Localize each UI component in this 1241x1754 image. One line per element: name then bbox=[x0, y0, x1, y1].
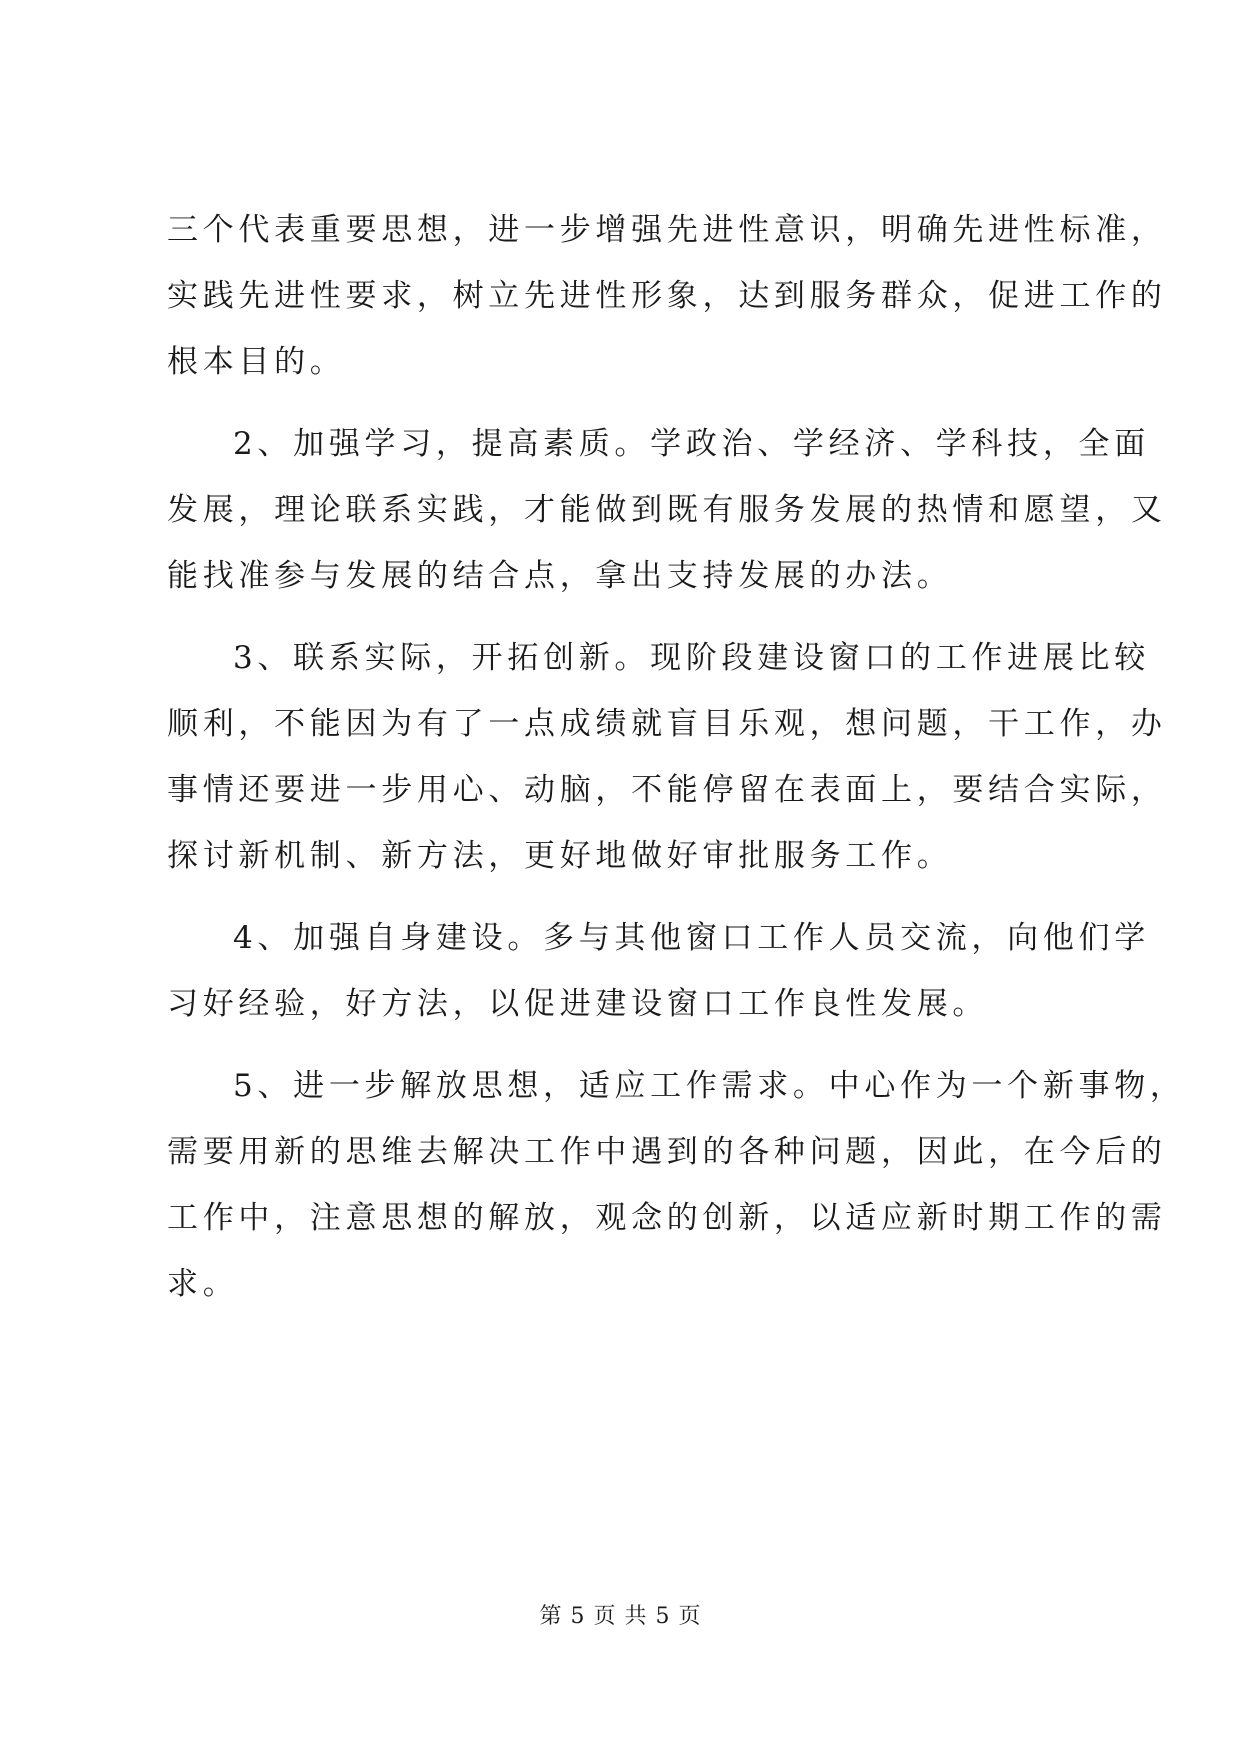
text-line: 探讨新机制、新方法，更好地做好审批服务工作。 bbox=[167, 838, 953, 874]
text-line: 三个代表重要思想，进一步增强先进性意识，明确先进性标准， bbox=[167, 212, 1167, 248]
paragraph-5-start: 5、进一步解放思想，适应工作需求。中心作为一个新事物， bbox=[233, 1068, 1186, 1104]
text-line: 发展，理论联系实践，才能做到既有服务发展的热情和愿望，又 bbox=[167, 492, 1167, 528]
text-line: 顺利，不能因为有了一点成绩就盲目乐观，想问题，干工作，办 bbox=[167, 706, 1167, 742]
text-line: 求。 bbox=[167, 1266, 239, 1302]
paragraph-2-start: 2、加强学习，提高素质。学政治、学经济、学科技，全面 bbox=[233, 426, 1150, 462]
text-line: 能找准参与发展的结合点，拿出支持发展的办法。 bbox=[167, 558, 953, 594]
text-line: 工作中，注意思想的解放，观念的创新，以适应新时期工作的需 bbox=[167, 1200, 1167, 1236]
text-line: 事情还要进一步用心、动脑，不能停留在表面上，要结合实际， bbox=[167, 772, 1167, 808]
paragraph-3-start: 3、联系实际，开拓创新。现阶段建设窗口的工作进展比较 bbox=[233, 640, 1150, 676]
text-line: 实践先进性要求，树立先进性形象，达到服务群众，促进工作的 bbox=[167, 278, 1167, 314]
page-number-footer: 第 5 页 共 5 页 bbox=[539, 1604, 702, 1629]
text-line: 需要用新的思维去解决工作中遇到的各种问题，因此，在今后的 bbox=[167, 1134, 1167, 1170]
text-line: 根本目的。 bbox=[167, 344, 346, 380]
paragraph-4-start: 4、加强自身建设。多与其他窗口工作人员交流，向他们学 bbox=[233, 920, 1150, 956]
text-line: 习好经验，好方法，以促进建设窗口工作良性发展。 bbox=[167, 986, 989, 1022]
